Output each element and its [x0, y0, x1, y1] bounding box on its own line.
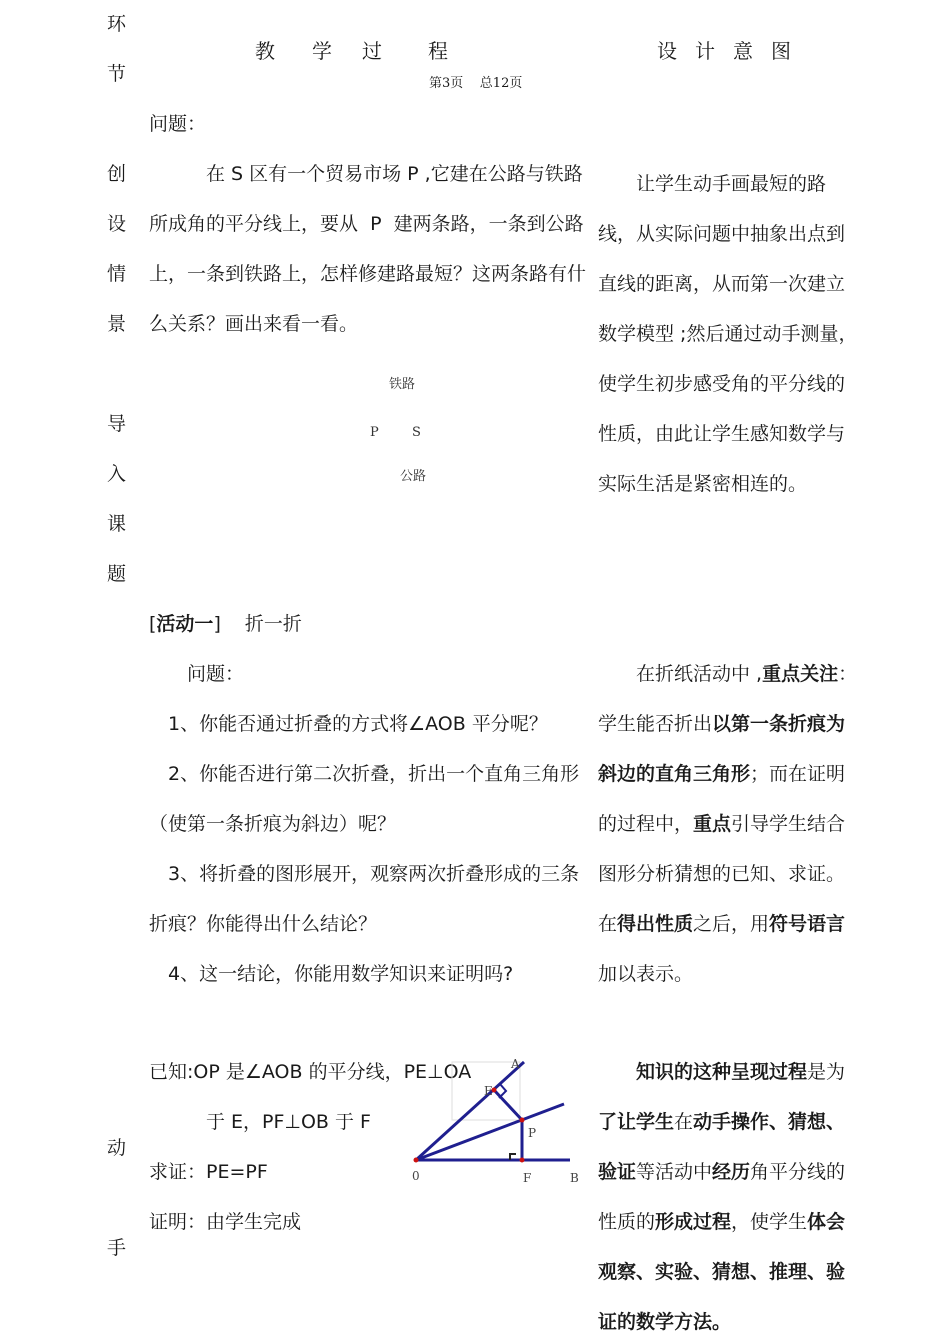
text-run: ，使学生 — [731, 1211, 808, 1233]
text-run: 在折纸活动中 , — [636, 663, 763, 685]
point-o — [414, 1158, 419, 1163]
segment-pe — [494, 1090, 522, 1120]
emphasis: 观察、实验、猜想、推理、验 — [598, 1261, 846, 1283]
page-info: 第3页 总12页 — [429, 76, 523, 91]
stage-header-char: 环 — [107, 13, 127, 35]
stage-char: 创 — [107, 163, 127, 185]
intent-line: 性质，由此让学生感知数学与 — [598, 423, 846, 445]
activity-bracket: [ — [149, 613, 157, 635]
emphasis: 斜边的直角三角形 — [598, 763, 751, 785]
intent-header-char: 意 — [733, 39, 753, 63]
emphasis: 重点 — [693, 813, 732, 835]
point-f — [520, 1158, 525, 1163]
given-line: 于 E，PF⊥OB 于 F — [206, 1111, 371, 1133]
text-run: 等活动中 — [636, 1161, 713, 1183]
process-header-char: 学 — [312, 39, 332, 63]
text-run: 性质的 — [598, 1211, 656, 1233]
emphasis: 了让学生 — [598, 1111, 675, 1133]
intent-line: 图形分析猜想的已知、求证。 — [598, 863, 846, 885]
question-label: 问题： — [187, 663, 245, 685]
problem-text-line: 在 S 区有一个贸易市场 P ,它建在公路与铁路 — [206, 163, 583, 185]
emphasis: 符号语言 — [769, 913, 846, 935]
intent-line: 直线的距离，从而第一次建立 — [598, 273, 846, 295]
question-3: 3、将折叠的图形展开，观察两次折叠形成的三条 — [168, 863, 580, 885]
intent-header-char: 图 — [771, 39, 791, 63]
text-run: 角平分线的 — [750, 1161, 846, 1183]
label-highway: 公路 — [400, 469, 427, 484]
intent-line: 让学生动手画最短的路 — [636, 173, 827, 195]
label-railway: 铁路 — [389, 377, 416, 392]
angle-bisector-figure — [400, 1050, 600, 1190]
stage-char: 课 — [107, 513, 127, 535]
emphasis: 动手操作、猜想、 — [693, 1111, 846, 1133]
question-1: 1、你能否通过折叠的方式将∠AOB 平分呢？ — [168, 713, 548, 735]
intent-line: 数学模型 ;然后通过动手测量， — [598, 323, 858, 345]
intent-line: 加以表示。 — [598, 963, 694, 985]
point-p — [520, 1118, 525, 1123]
question-4: 4、这一结论，你能用数学知识来证明吗? — [168, 963, 514, 985]
process-header-char: 程 — [428, 39, 448, 63]
prove-line: 求证：PE=PF — [149, 1161, 268, 1183]
text-run: ： — [838, 663, 858, 685]
emphasis: 验证 — [598, 1161, 637, 1183]
stage-char: 手 — [107, 1237, 127, 1259]
emphasis: 证的数学方法。 — [598, 1311, 732, 1333]
emphasis: 知识的这种呈现过程 — [636, 1061, 808, 1083]
question-label: 问题： — [149, 113, 207, 135]
intent-line — [598, 1207, 845, 1234]
emphasis: 经历 — [712, 1161, 751, 1183]
label-f: F — [523, 1171, 532, 1185]
intent-line — [636, 659, 857, 686]
right-angle-mark-e — [499, 1084, 506, 1098]
problem-text-line: 上，一条到铁路上，怎样修建路最短？这两条路有什 — [149, 263, 587, 285]
stage-char: 景 — [107, 313, 127, 335]
label-b: B — [570, 1171, 579, 1185]
emphasis: 重点关注 — [762, 663, 839, 685]
stage-header-char: 节 — [107, 63, 127, 85]
intent-line — [598, 909, 845, 936]
emphasis: 体会 — [807, 1211, 846, 1233]
intent-line: 实际生活是紧密相连的。 — [598, 473, 808, 495]
intent-line — [598, 759, 845, 786]
given-line: 已知:OP 是∠AOB 的平分线，PE⊥OA — [149, 1061, 472, 1083]
intent-line — [598, 1157, 845, 1184]
intent-line — [598, 1107, 845, 1134]
intent-line — [598, 709, 845, 736]
intent-header-char: 计 — [695, 39, 715, 63]
proof-line: 证明：由学生完成 — [149, 1211, 302, 1233]
emphasis: 得出性质 — [617, 913, 694, 935]
stage-char: 入 — [107, 463, 127, 485]
process-header-char: 教 — [255, 39, 275, 63]
activity-subtitle: 折一折 — [244, 613, 302, 635]
intent-line — [598, 1257, 845, 1284]
text-run: ；而在证明 — [750, 763, 846, 785]
label-o: 0 — [412, 1169, 420, 1183]
emphasis: 形成过程 — [655, 1211, 732, 1233]
stage-char: 情 — [107, 263, 127, 285]
ray-op — [416, 1104, 564, 1160]
process-header-char: 过 — [362, 39, 382, 63]
activity-title — [149, 609, 302, 636]
label-p: P — [528, 1126, 537, 1140]
emphasis: 以第一条折痕为 — [712, 713, 846, 735]
intent-line — [636, 1057, 845, 1084]
text-run: 的过程中， — [598, 813, 694, 835]
text-run: 之后，用 — [693, 913, 770, 935]
text-run: 在 — [598, 913, 618, 935]
question-2: 2、你能否进行第二次折叠，折出一个直角三角形 — [168, 763, 580, 785]
question-2-cont: （使第一条折痕为斜边）呢？ — [149, 813, 397, 835]
text-run: 是为 — [807, 1061, 846, 1083]
label-e: E — [484, 1084, 493, 1098]
label-point-p: P — [370, 425, 379, 440]
intent-line: 使学生初步感受角的平分线的 — [598, 373, 846, 395]
intent-line: 线，从实际问题中抽象出点到 — [598, 223, 846, 245]
activity-bracket: ] — [213, 613, 221, 635]
label-region-s: S — [412, 425, 421, 440]
problem-text-line: 所成角的平分线上，要从 P 建两条路，一条到公路 — [149, 213, 584, 235]
text-run: 在 — [674, 1111, 694, 1133]
stage-char: 动 — [107, 1137, 127, 1159]
stage-char: 题 — [107, 563, 127, 585]
label-a: A — [511, 1057, 520, 1071]
intent-header-char: 设 — [657, 39, 677, 63]
intent-line — [598, 809, 845, 836]
stage-char: 导 — [107, 413, 127, 435]
activity-name: 活动一 — [156, 613, 214, 635]
problem-text-line: 么关系？画出来看一看。 — [149, 313, 359, 335]
question-3-cont: 折痕？你能得出什么结论？ — [149, 913, 378, 935]
text-run: 引导学生结合 — [731, 813, 846, 835]
intent-line — [598, 1307, 731, 1334]
stage-char: 设 — [107, 213, 127, 235]
text-run: 学生能否折出 — [598, 713, 713, 735]
ray-oa — [416, 1062, 524, 1160]
